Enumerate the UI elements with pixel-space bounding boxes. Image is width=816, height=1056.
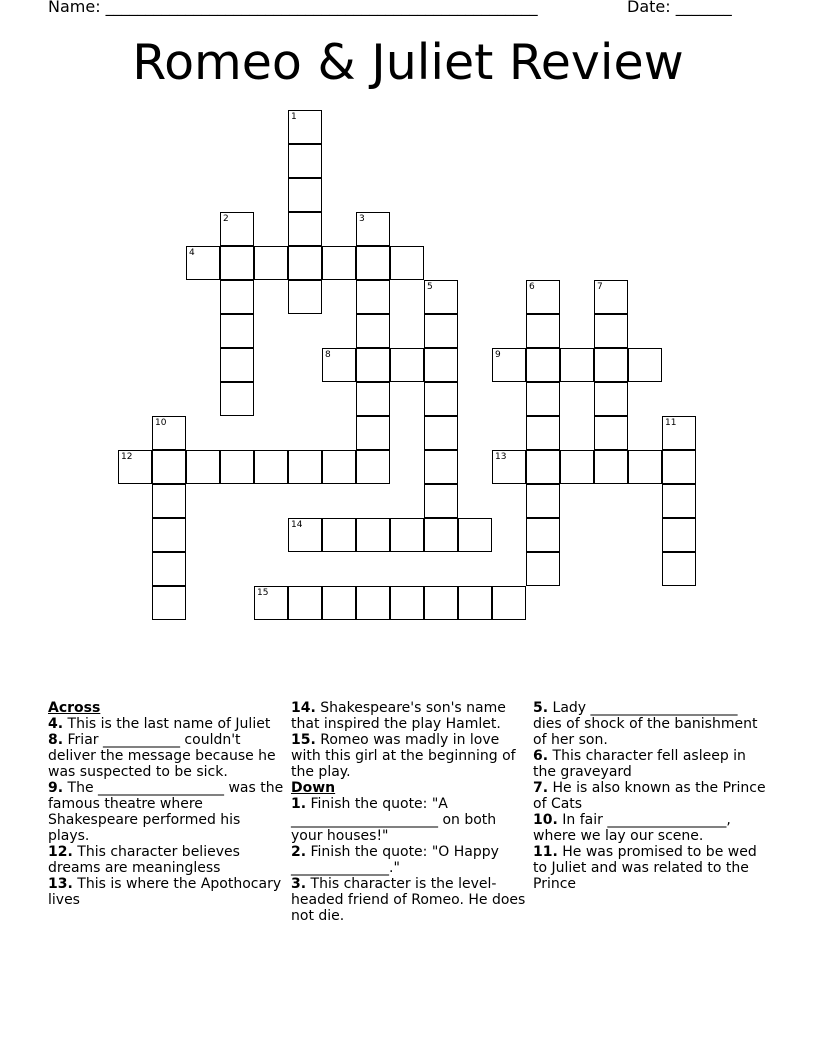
grid-cell[interactable] — [662, 450, 696, 484]
grid-cell[interactable] — [424, 484, 458, 518]
grid-cell[interactable] — [424, 280, 458, 314]
grid-cell[interactable] — [390, 348, 424, 382]
cell-number: 6 — [529, 282, 535, 292]
grid-cell[interactable] — [152, 518, 186, 552]
clue-number: 3. — [291, 876, 307, 892]
across-clue-list-continued — [291, 700, 526, 780]
grid-cell[interactable] — [424, 382, 458, 416]
grid-cell[interactable] — [424, 348, 458, 382]
grid-cell[interactable] — [288, 144, 322, 178]
grid-cell[interactable] — [356, 450, 390, 484]
clue — [533, 812, 768, 844]
grid-cell[interactable] — [356, 314, 390, 348]
cell-number: 2 — [223, 214, 229, 224]
cell-number: 5 — [427, 282, 433, 292]
grid-cell[interactable] — [424, 416, 458, 450]
grid-cell[interactable] — [322, 348, 356, 382]
grid-cell[interactable] — [356, 586, 390, 620]
clue-text: He is also known as the Prince of Cats — [533, 780, 766, 812]
grid-cell[interactable] — [458, 518, 492, 552]
clue-text: Finish the quote: "O Happy ______________." — [291, 844, 499, 876]
grid-cell[interactable] — [390, 518, 424, 552]
cell-number: 13 — [495, 452, 507, 462]
grid-cell[interactable] — [254, 246, 288, 280]
clue — [48, 716, 284, 732]
grid-cell[interactable] — [458, 586, 492, 620]
grid-cell[interactable] — [322, 450, 356, 484]
grid-cell[interactable] — [152, 586, 186, 620]
grid-cell[interactable] — [152, 552, 186, 586]
across-heading: Across — [48, 700, 101, 716]
grid-cell[interactable] — [594, 314, 628, 348]
grid-cell[interactable] — [560, 348, 594, 382]
clue-number: 1. — [291, 796, 307, 812]
grid-cell[interactable] — [594, 450, 628, 484]
clue-number: 11. — [533, 844, 558, 860]
grid-cell[interactable] — [220, 314, 254, 348]
clue-text: This character believes dreams are meaningless — [48, 844, 240, 876]
name-field[interactable]: Name: ______________________________________________________ — [48, 0, 538, 16]
grid-cell[interactable] — [220, 246, 254, 280]
grid-cell[interactable] — [390, 586, 424, 620]
grid-cell[interactable] — [390, 246, 424, 280]
clue-number: 6. — [533, 748, 549, 764]
grid-cell[interactable] — [152, 416, 186, 450]
cell-number: 11 — [665, 418, 677, 428]
clues-column-3 — [533, 700, 768, 892]
grid-cell[interactable] — [526, 280, 560, 314]
cell-number: 3 — [359, 214, 365, 224]
clue-text: Lady _____________________ dies of shock of the banishment of her son. — [533, 700, 758, 748]
grid-cell[interactable] — [492, 586, 526, 620]
grid-cell[interactable] — [356, 246, 390, 280]
grid-cell[interactable] — [594, 382, 628, 416]
clue-text: This character fell asleep in the graveyard — [533, 748, 746, 780]
grid-cell[interactable] — [288, 110, 322, 144]
grid-cell[interactable] — [220, 212, 254, 246]
grid-cell[interactable] — [424, 518, 458, 552]
grid-cell[interactable] — [254, 586, 288, 620]
grid-cell[interactable] — [118, 450, 152, 484]
clue-text: Romeo was madly in love with this girl at the beginning of the play. — [291, 732, 516, 780]
grid-cell[interactable] — [356, 518, 390, 552]
clue — [291, 876, 526, 924]
across-clue-list — [48, 716, 284, 908]
clue — [291, 796, 526, 844]
clue-text: This is the last name of Juliet — [63, 716, 271, 732]
grid-cell[interactable] — [288, 450, 322, 484]
grid-cell[interactable] — [424, 586, 458, 620]
grid-cell[interactable] — [220, 382, 254, 416]
cell-number: 10 — [155, 418, 167, 428]
grid-cell[interactable] — [662, 518, 696, 552]
cell-number: 15 — [257, 588, 269, 598]
grid-cell[interactable] — [356, 212, 390, 246]
clue-number: 13. — [48, 876, 73, 892]
grid-cell[interactable] — [356, 382, 390, 416]
clue — [533, 844, 768, 892]
grid-cell[interactable] — [322, 246, 356, 280]
grid-cell[interactable] — [356, 416, 390, 450]
grid-cell[interactable] — [594, 280, 628, 314]
grid-cell[interactable] — [560, 450, 594, 484]
down-heading: Down — [291, 780, 336, 796]
clue — [291, 700, 526, 732]
clue-number: 4. — [48, 716, 64, 732]
grid-cell[interactable] — [220, 450, 254, 484]
grid-cell[interactable] — [492, 450, 526, 484]
clue-text: In fair _________________, where we lay our scene. — [533, 812, 731, 844]
cell-number: 9 — [495, 350, 501, 360]
down-clue-list — [291, 796, 526, 924]
clue — [48, 876, 284, 908]
grid-cell[interactable] — [662, 484, 696, 518]
clue-number: 12. — [48, 844, 73, 860]
clue — [533, 748, 768, 780]
cell-number: 1 — [291, 112, 297, 122]
clue-text: This character is the level-headed friend of Romeo. He does not die. — [291, 876, 526, 924]
grid-cell[interactable] — [322, 518, 356, 552]
grid-cell[interactable] — [628, 450, 662, 484]
grid-cell[interactable] — [288, 178, 322, 212]
clue-number: 15. — [291, 732, 316, 748]
grid-cell[interactable] — [526, 518, 560, 552]
cell-number: 12 — [121, 452, 133, 462]
clue-number: 8. — [48, 732, 64, 748]
cell-number: 8 — [325, 350, 331, 360]
clue — [291, 844, 526, 876]
grid-cell[interactable] — [526, 552, 560, 586]
grid-cell[interactable] — [662, 416, 696, 450]
clue — [48, 780, 284, 844]
grid-cell[interactable] — [424, 314, 458, 348]
grid-cell[interactable] — [526, 382, 560, 416]
grid-cell[interactable] — [594, 416, 628, 450]
grid-cell[interactable] — [526, 484, 560, 518]
grid-cell[interactable] — [322, 586, 356, 620]
grid-cell[interactable] — [288, 586, 322, 620]
clue-text: Finish the quote: "A _____________________ on both your houses!" — [291, 796, 497, 844]
grid-cell[interactable] — [526, 416, 560, 450]
clue — [533, 700, 768, 748]
clue — [291, 732, 526, 780]
grid-cell[interactable] — [526, 314, 560, 348]
grid-cell[interactable] — [288, 280, 322, 314]
clue-text: Friar ___________ couldn't deliver the message because he was suspected to be sick. — [48, 732, 276, 780]
clue-text: Shakespeare's son's name that inspired the play Hamlet. — [291, 700, 506, 732]
grid-cell[interactable] — [288, 246, 322, 280]
down-clue-list-continued — [533, 700, 768, 892]
clue-number: 9. — [48, 780, 64, 796]
grid-cell[interactable] — [662, 552, 696, 586]
clue-number: 5. — [533, 700, 549, 716]
cell-number: 14 — [291, 520, 303, 530]
cell-number: 7 — [597, 282, 603, 292]
clue-text: The __________________ was the famous theatre where Shakespeare performed his plays. — [48, 780, 284, 844]
page-title: Romeo & Juliet Review — [132, 34, 684, 91]
grid-cell[interactable] — [220, 348, 254, 382]
grid-cell[interactable] — [186, 246, 220, 280]
grid-cell[interactable] — [526, 348, 560, 382]
clue — [48, 732, 284, 780]
grid-cell[interactable] — [254, 450, 288, 484]
clue — [533, 780, 768, 812]
clues-column-2 — [291, 700, 526, 924]
grid-cell[interactable] — [288, 212, 322, 246]
clue-number: 2. — [291, 844, 307, 860]
grid-cell[interactable] — [356, 280, 390, 314]
clue — [48, 844, 284, 876]
grid-cell[interactable] — [220, 280, 254, 314]
grid-cell[interactable] — [628, 348, 662, 382]
grid-cell[interactable] — [356, 348, 390, 382]
grid-cell[interactable] — [152, 484, 186, 518]
grid-cell[interactable] — [526, 450, 560, 484]
clues-column-1 — [48, 700, 284, 908]
grid-cell[interactable] — [152, 450, 186, 484]
clue-number: 10. — [533, 812, 558, 828]
grid-cell[interactable] — [424, 450, 458, 484]
clue-text: This is where the Apothocary lives — [48, 876, 282, 908]
clue-number: 7. — [533, 780, 549, 796]
grid-cell[interactable] — [492, 348, 526, 382]
grid-cell[interactable] — [186, 450, 220, 484]
date-field[interactable]: Date: _______ — [627, 0, 732, 16]
clue-text: He was promised to be wed to Juliet and was related to the Prince — [533, 844, 757, 892]
grid-cell[interactable] — [288, 518, 322, 552]
grid-cell[interactable] — [594, 348, 628, 382]
cell-number: 4 — [189, 248, 195, 258]
clue-number: 14. — [291, 700, 316, 716]
